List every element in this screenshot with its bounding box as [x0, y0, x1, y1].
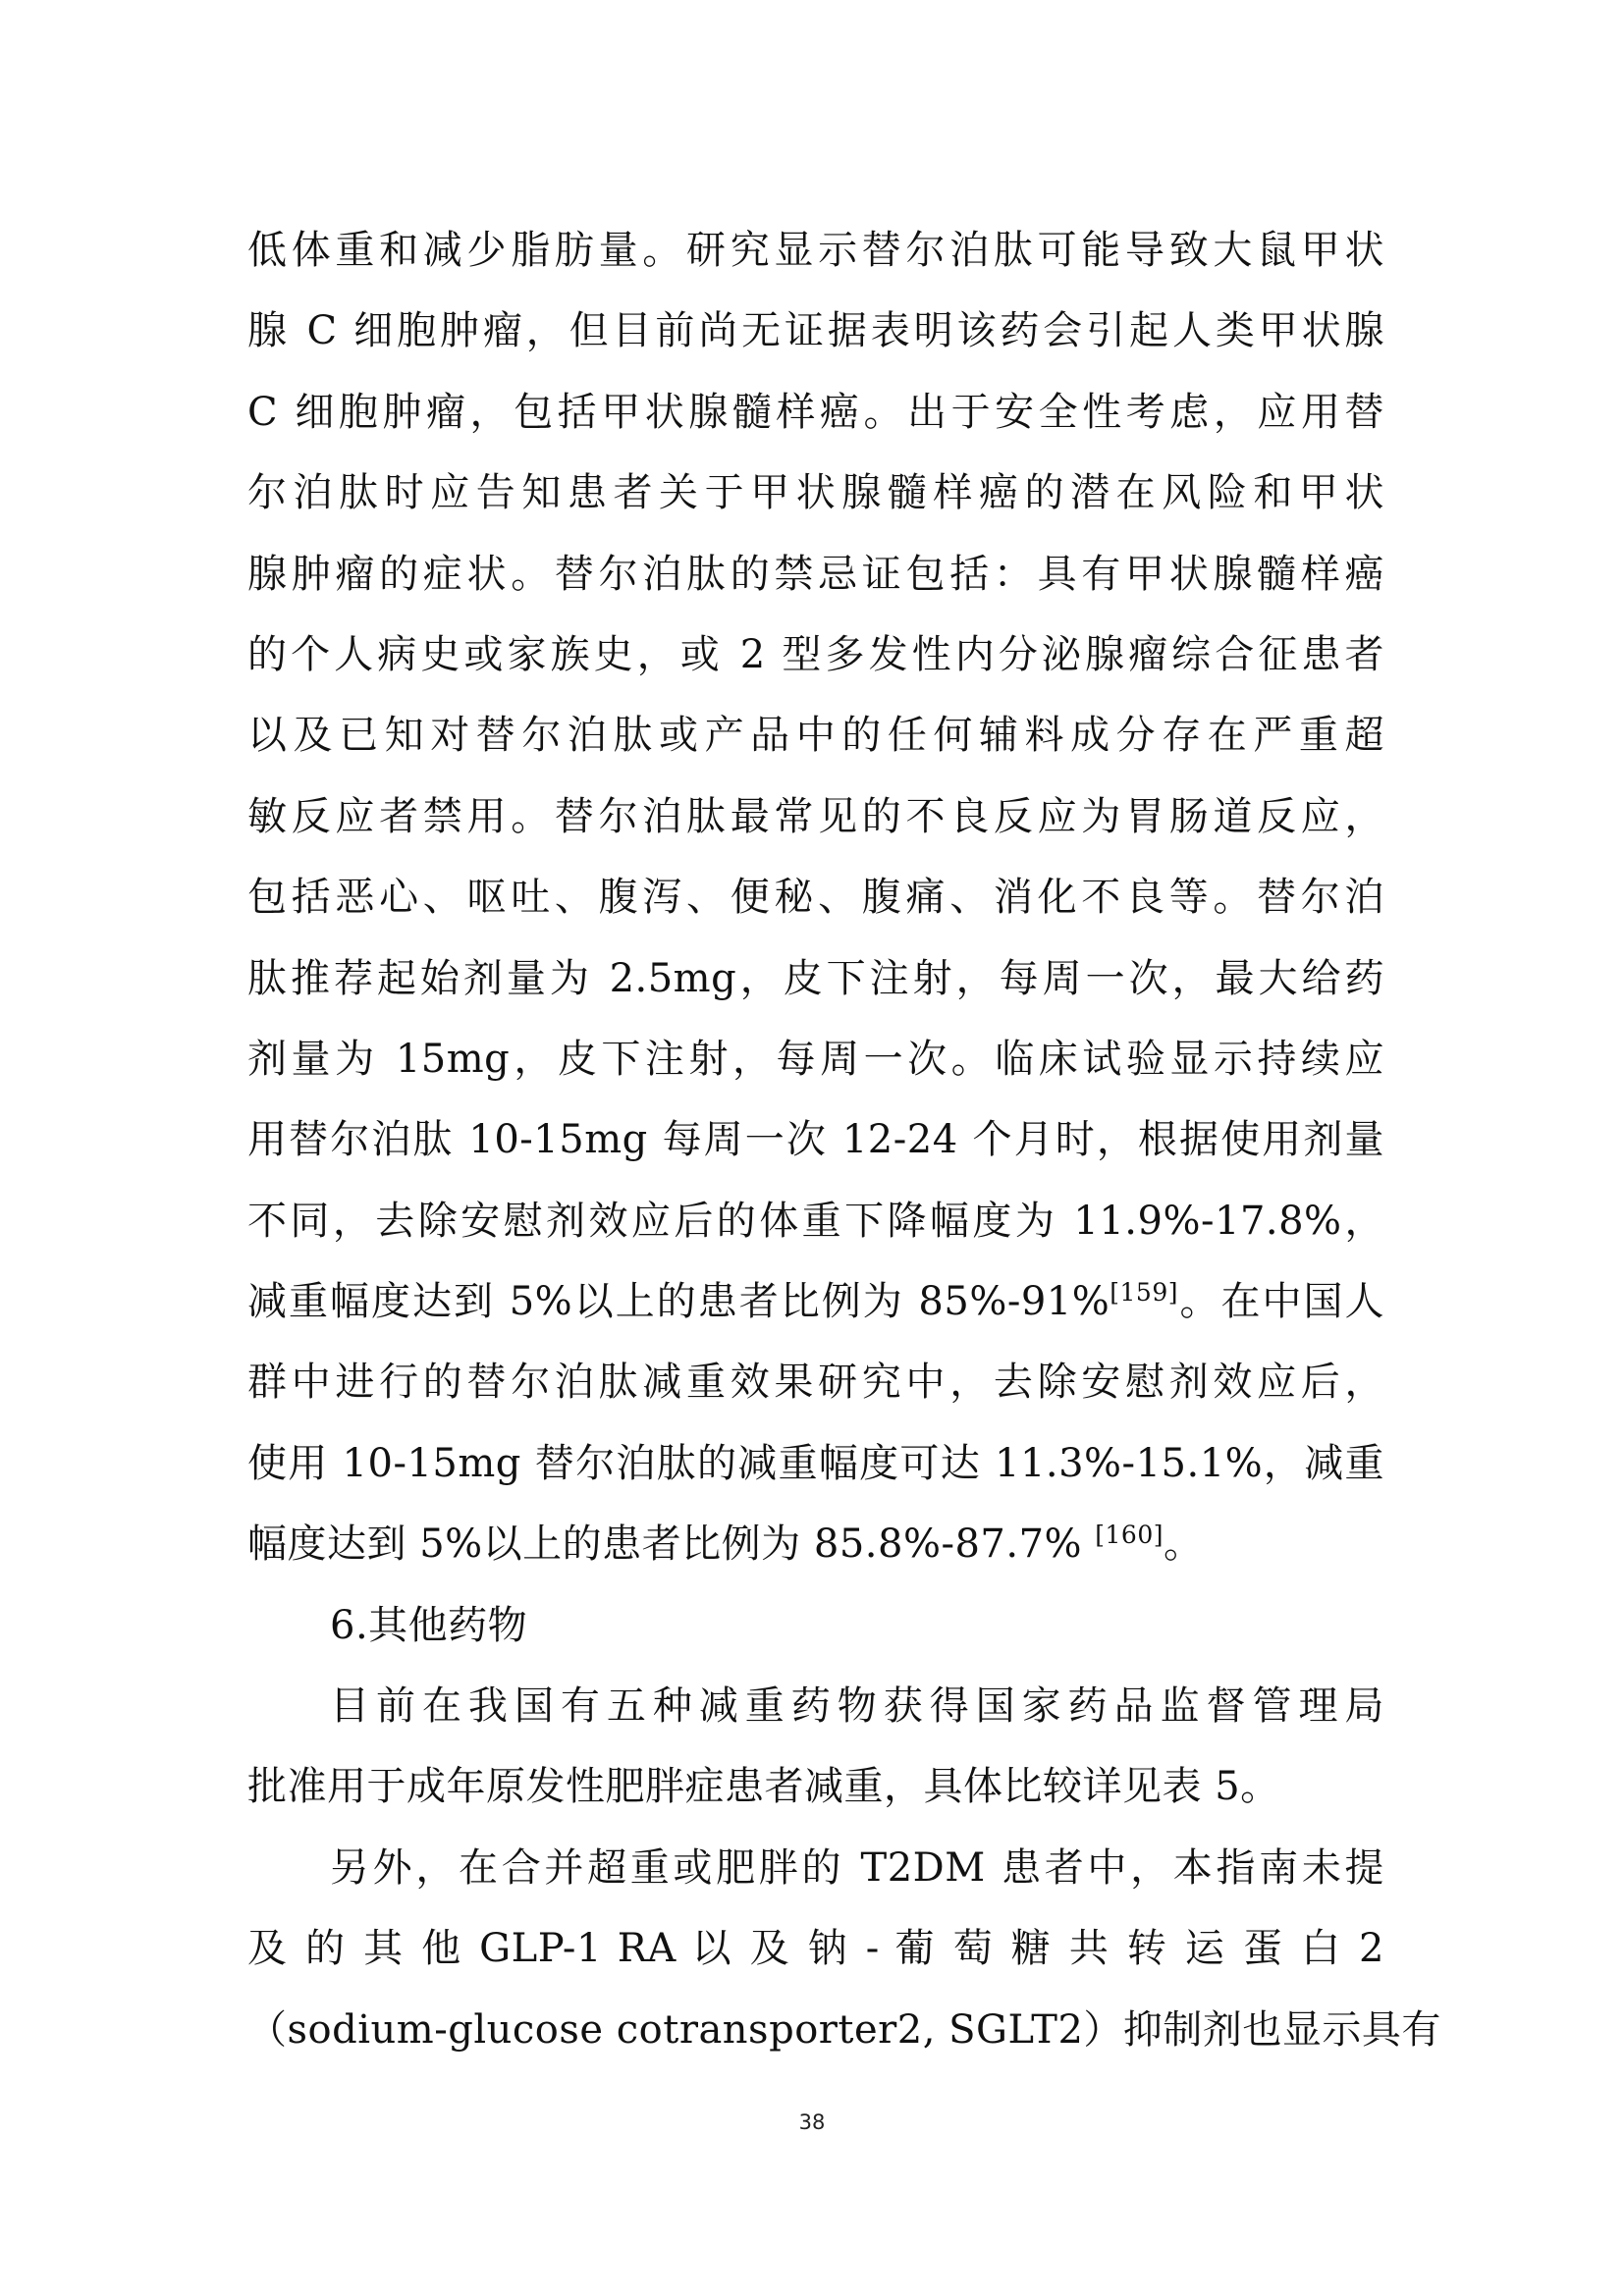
text-line: 批准用于成年原发性肥胖症患者减重，具体比较详见表 5。: [247, 1764, 1280, 1810]
text-segment: 幅度达到 5%以上的患者比例为 85.8%-87.7%: [247, 1522, 1096, 1568]
text-line: 目前在我国有五种减重药物获得国家药品监督管理局: [330, 1683, 1384, 1730]
text-line: 尔泊肽时应告知患者关于甲状腺髓样癌的潜在风险和甲状: [247, 470, 1384, 516]
text-segment: 。在中国人: [1178, 1279, 1385, 1325]
text-line: 肽推荐起始剂量为 2.5mg，皮下注射，每周一次，最大给药: [247, 955, 1384, 1001]
text-line: C 细胞肿瘤，包括甲状腺髓样癌。出于安全性考虑，应用替: [247, 389, 1384, 435]
page-number: 38: [798, 2110, 826, 2134]
citation-reference[interactable]: [160]: [1095, 1521, 1164, 1550]
body-text: [247, 210, 1441, 2070]
text-segment: 。: [1164, 1522, 1204, 1568]
text-line: （sodium-glucose cotransporter2, SGLT2）抑制剂也显示具有: [247, 2006, 1441, 2053]
text-line-with-citation: [247, 1261, 1384, 1342]
text-line: 敏反应者禁用。替尔泊肽最常见的不良反应为胃肠道反应，: [247, 793, 1384, 839]
section-heading: 6.其他药物: [330, 1602, 528, 1648]
text-line: 不同，去除安慰剂效应后的体重下降幅度为 11.9%-17.8%，: [247, 1198, 1384, 1244]
text-line: 及 的 其 他 GLP-1 RA 以 及 钠 - 葡 萄 糖 共 转 运 蛋 白 2: [247, 1926, 1384, 1972]
text-line: 使用 10-15mg 替尔泊肽的减重幅度可达 11.3%-15.1%，减重: [247, 1440, 1384, 1486]
citation-reference[interactable]: [159]: [1110, 1278, 1178, 1308]
text-line: 腺肿瘤的症状。替尔泊肽的禁忌证包括：具有甲状腺髓样癌: [247, 551, 1384, 597]
text-segment: 减重幅度达到 5%以上的患者比例为 85%-91%: [247, 1279, 1110, 1325]
text-line: 群中进行的替尔泊肽减重效果研究中，去除安慰剂效应后，: [247, 1360, 1384, 1406]
text-line: 剂量为 15mg，皮下注射，每周一次。临床试验显示持续应: [247, 1036, 1384, 1082]
text-line: 用替尔泊肽 10-15mg 每周一次 12-24 个月时，根据使用剂量: [247, 1117, 1384, 1163]
text-line-with-citation: [247, 1504, 1384, 1584]
text-line: 以及已知对替尔泊肽或产品中的任何辅料成分存在严重超: [247, 713, 1384, 759]
text-line: 的个人病史或家族史，或 2 型多发性内分泌腺瘤综合征患者: [247, 631, 1384, 677]
text-line: 另外，在合并超重或肥胖的 T2DM 患者中，本指南未提: [330, 1844, 1384, 1891]
text-line: 包括恶心、呕吐、腹泻、便秘、腹痛、消化不良等。替尔泊: [247, 875, 1384, 921]
text-line: 腺 C 细胞肿瘤，但目前尚无证据表明该药会引起人类甲状腺: [247, 308, 1384, 354]
text-line: 低体重和减少脂肪量。研究显示替尔泊肽可能导致大鼠甲状: [247, 228, 1384, 273]
